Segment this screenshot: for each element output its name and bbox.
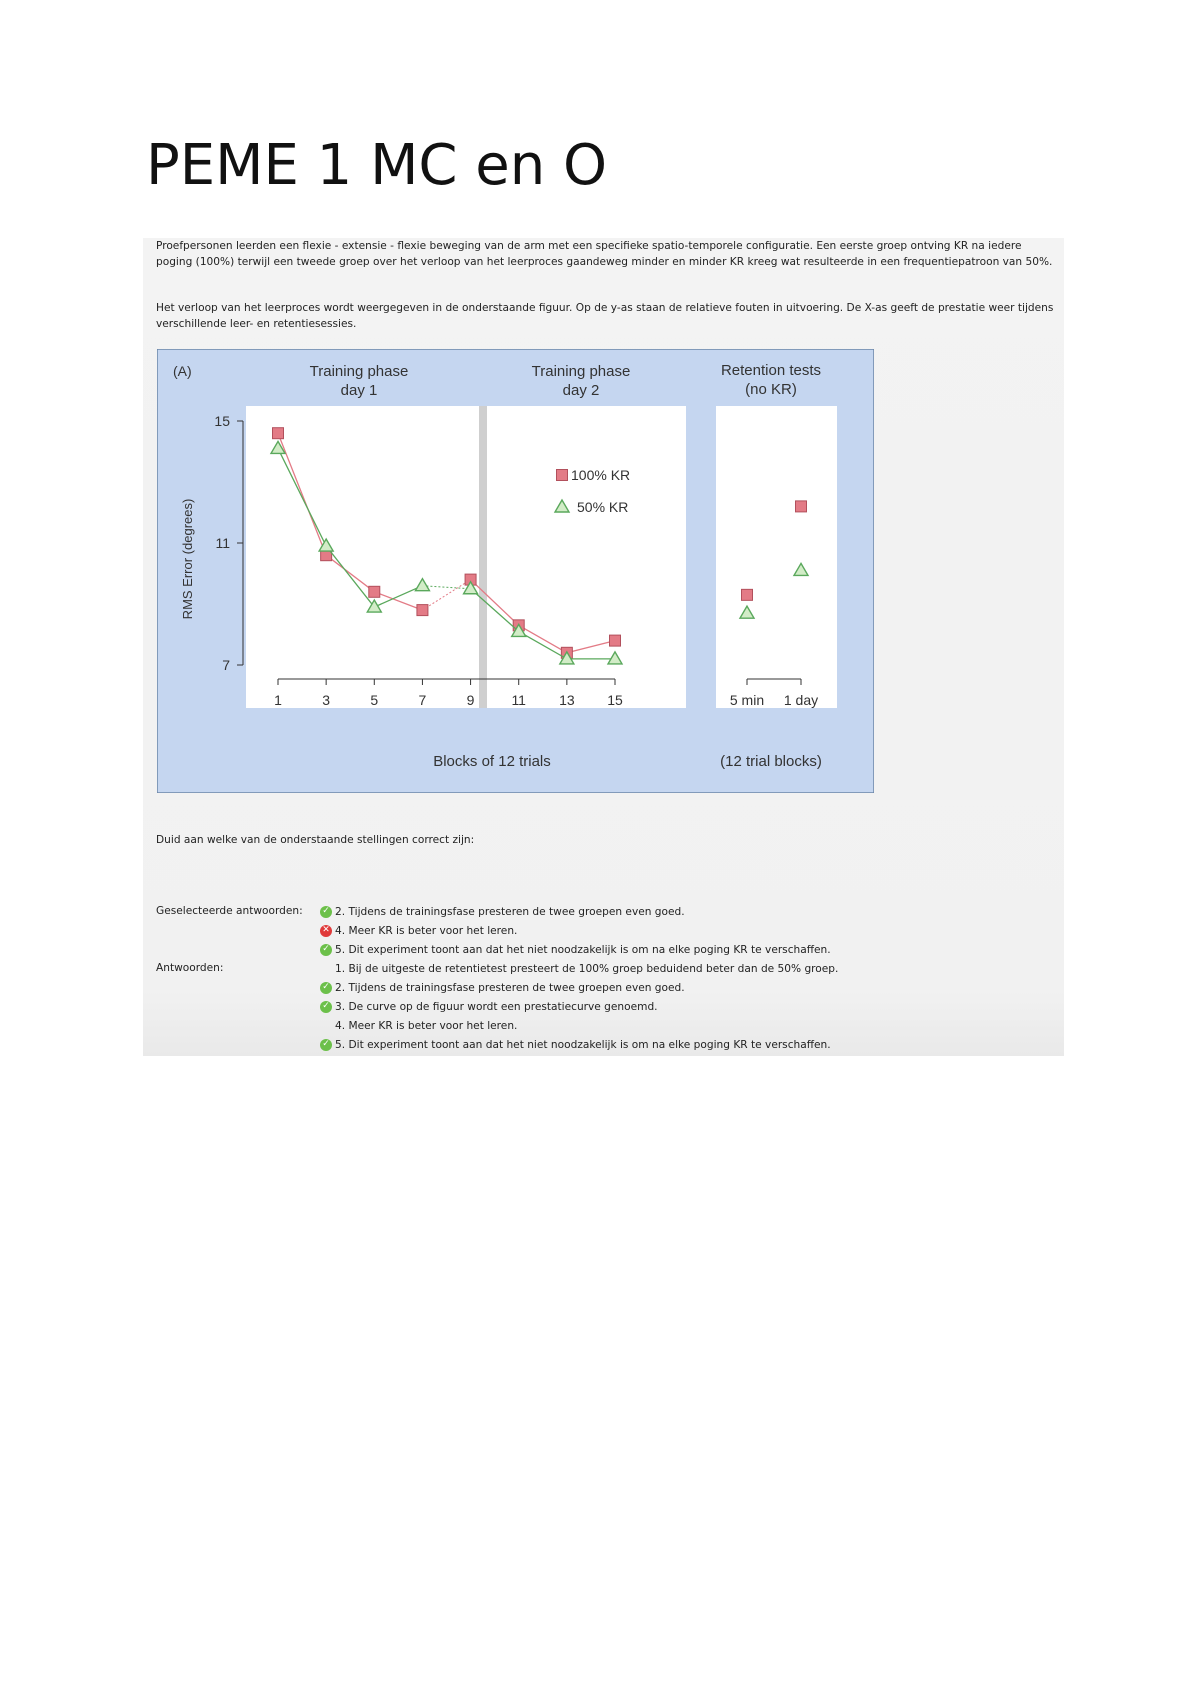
x-tick-label: 5 — [370, 692, 379, 708]
correct-check-icon: ✓ — [320, 1001, 332, 1013]
answer-text: 1. Bij de uitgeste de retentietest presteert de 100% groep beduidend beter dan de 50% groep. — [335, 962, 839, 975]
answer-row — [320, 978, 685, 997]
point-kr100 — [369, 586, 380, 597]
y-axis-label: RMS Error (degrees) — [180, 498, 195, 620]
x-tick-label: 7 — [418, 692, 427, 708]
legend-marker-kr100 — [557, 470, 568, 481]
x-tick-label: 11 — [511, 692, 526, 708]
answer-row — [320, 1016, 517, 1035]
x-tick-label: 9 — [466, 692, 475, 708]
answer-text: 2. Tijdens de trainingsfase presteren de twee groepen even goed. — [335, 905, 685, 918]
legend-label-kr100: 100% KR — [571, 467, 631, 483]
point-kr100 — [273, 428, 284, 439]
quiz-screenshot — [143, 238, 1064, 1056]
point-kr100 — [610, 635, 621, 646]
header-phase2-line1: Training phase — [531, 363, 631, 380]
selected-answer-row — [320, 902, 685, 921]
day-separator — [479, 406, 487, 708]
point-kr100 — [417, 605, 428, 616]
retention-plot-area — [716, 406, 837, 708]
answer-text: 4. Meer KR is beter voor het leren. — [335, 1019, 518, 1032]
retention-point-kr100 — [796, 501, 807, 512]
correct-check-icon: ✓ — [320, 982, 332, 994]
y-tick-label: 15 — [214, 413, 230, 429]
retention-x-axis-label: (12 trial blocks) — [720, 753, 822, 770]
header-phase2-line2: day 2 — [562, 382, 600, 399]
selected-answer-row — [320, 940, 831, 959]
blank-icon — [320, 1020, 332, 1032]
panel-label: (A) — [173, 363, 192, 379]
x-tick-label: 13 — [559, 692, 575, 708]
answer-row — [320, 1035, 831, 1054]
correct-check-icon: ✓ — [320, 1039, 332, 1051]
question-prompt: Duid aan welke van de onderstaande stellingen correct zijn: — [156, 834, 475, 846]
learning-curve-chart — [157, 349, 874, 793]
intro-paragraph: Proefpersonen leerden een flexie - extensie - flexie beweging van de arm met een specifieke spatio-temporele configuratie. Een eerste groep ontving KR na iedere poging (100%) terwijl een tweede groep over het verloop van het leerproces gaandeweg minder en minder KR kreeg wat resulteerde in een frequentiepatroon van 50%. — [156, 240, 1053, 268]
answer-text: 3. De curve op de figuur wordt een prestatiecurve genoemd. — [335, 1000, 658, 1013]
correct-check-icon: ✓ — [320, 906, 332, 918]
selected-answer-row — [320, 921, 517, 940]
correct-check-icon: ✓ — [320, 944, 332, 956]
header-retention-line2: (no KR) — [745, 381, 797, 398]
y-tick-label: 7 — [222, 657, 230, 673]
x-axis-label: Blocks of 12 trials — [433, 753, 551, 770]
answer-row — [320, 997, 658, 1016]
x-tick-label: 3 — [322, 692, 331, 708]
header-phase1-line1: Training phase — [309, 363, 409, 380]
answer-text: 4. Meer KR is beter voor het leren. — [335, 924, 518, 937]
retention-x-tick-label: 5 min — [729, 692, 765, 708]
x-tick-label: 1 — [274, 692, 282, 708]
retention-point-kr100 — [742, 589, 753, 600]
answer-text: 5. Dit experiment toont aan dat het niet noodzakelijk is om na elke poging KR te verschaffen. — [335, 943, 831, 956]
answer-text: 2. Tijdens de trainingsfase presteren de twee groepen even goed. — [335, 981, 685, 994]
header-retention-line1: Retention tests — [720, 362, 822, 379]
header-phase1-line2: day 1 — [340, 382, 378, 399]
x-tick-label: 15 — [607, 692, 623, 708]
legend-label-kr50: 50% KR — [577, 499, 629, 515]
selected-answers-label: Geselecteerde antwoorden: — [156, 905, 303, 917]
answer-text: 5. Dit experiment toont aan dat het niet noodzakelijk is om na elke poging KR te verschaffen. — [335, 1038, 831, 1051]
incorrect-cross-icon: ✕ — [320, 925, 332, 937]
figure-description-paragraph: Het verloop van het leerproces wordt weergegeven in de onderstaande figuur. Op de y-as staan de relatieve fouten in uitvoering. De X-as geeft de prestatie weer tijdens verschillende leer- en retentiesessies. — [156, 302, 1054, 330]
answer-row — [320, 959, 838, 978]
figure — [157, 349, 874, 793]
y-tick-label: 11 — [215, 535, 230, 551]
retention-x-tick-label: 1 day — [783, 692, 819, 708]
blank-icon — [320, 963, 332, 975]
page-title: PEME 1 MC en O — [146, 133, 608, 198]
answers-label: Antwoorden: — [156, 962, 224, 974]
